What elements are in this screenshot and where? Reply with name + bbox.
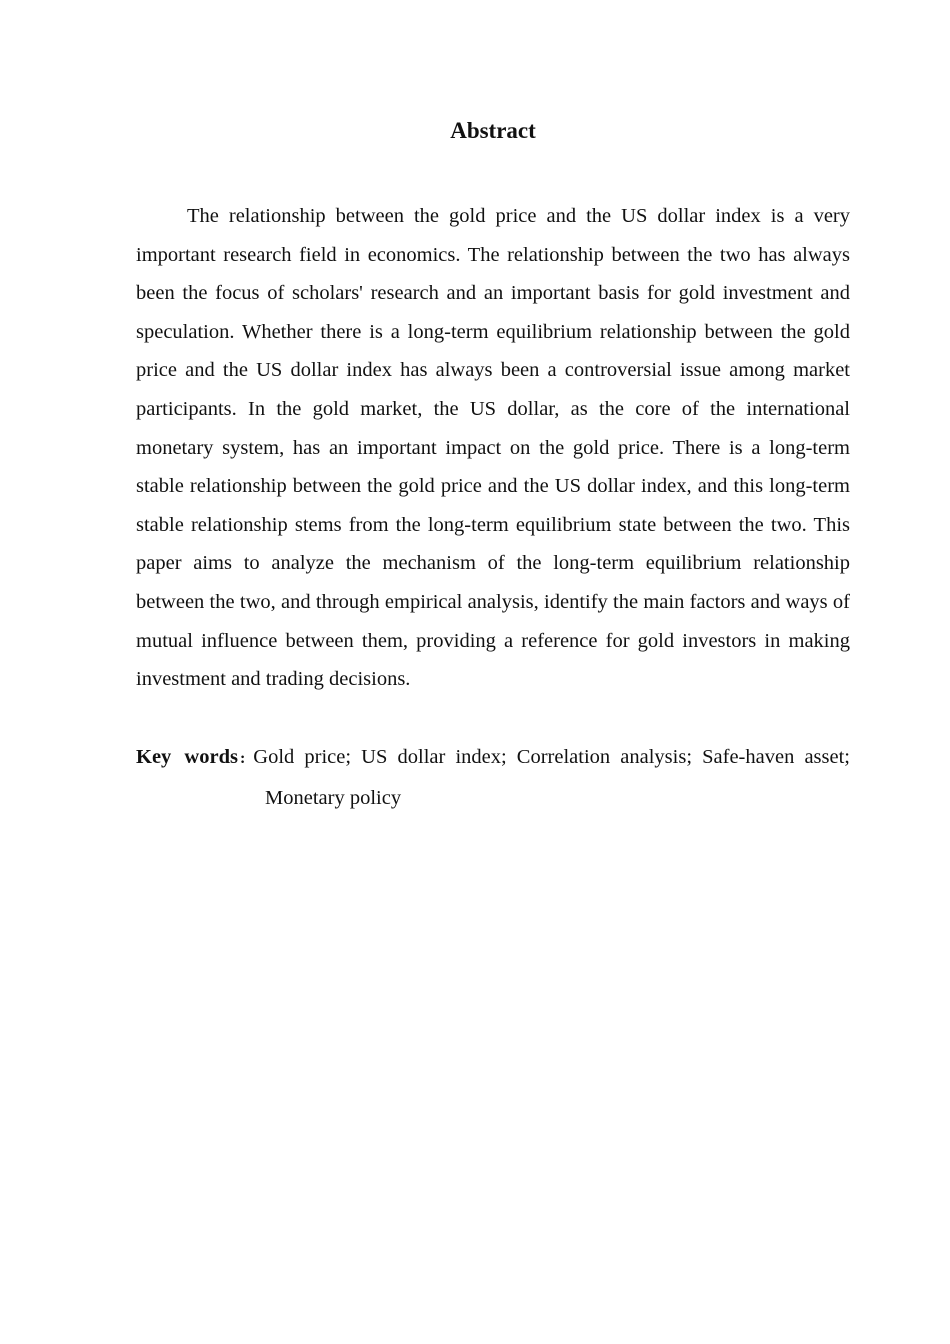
keywords-separator: : — [239, 750, 246, 767]
keywords-line — [136, 738, 850, 817]
page-title: Abstract — [450, 118, 536, 143]
keywords-label: Key words — [136, 746, 238, 768]
keywords-text: Gold price; US dollar index; Correlation analysis; Safe-haven asset; Monetary policy — [253, 746, 850, 809]
abstract-paragraph: The relationship between the gold price and the US dollar index is a very important research field in economics. The relationship between the two has always been the focus of scholars' research and an important basis for gold investment and speculation. Whether there is a long-term equilibrium relationship between the gold price and the US dollar index has always been a controversial issue among market participants. In the gold market, the US dollar, as the core of the international monetary system, has an important impact on the gold price. There is a long-term stable relationship between the gold price and the US dollar index, and this long-term stable relationship stems from the long-term equilibrium state between the two. This paper aims to analyze the mechanism of the long-term equilibrium relationship between the two, and through empirical analysis, identify the main factors and ways of mutual influence between them, providing a reference for gold investors in making investment and trading decisions. — [136, 205, 850, 691]
